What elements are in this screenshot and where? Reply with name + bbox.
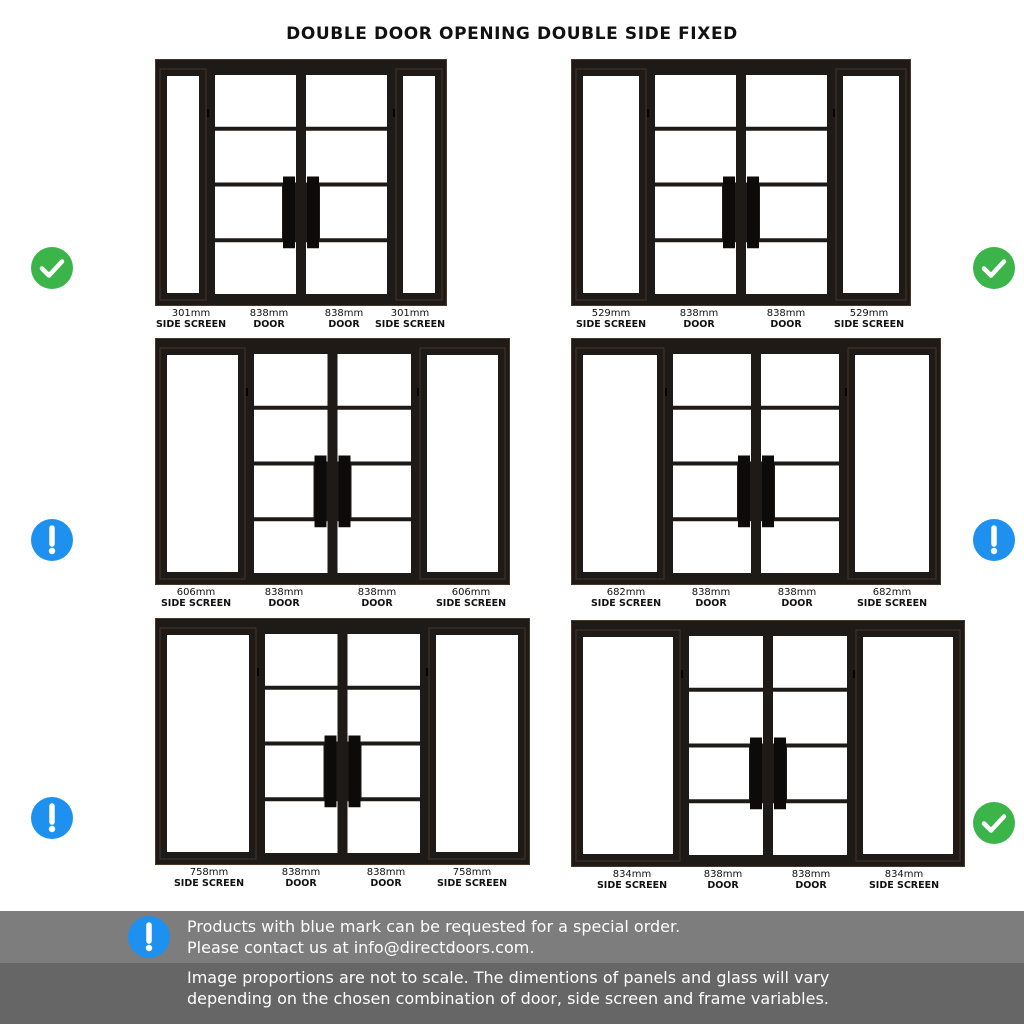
door-dimension xyxy=(752,587,842,609)
glass-pane xyxy=(761,410,839,462)
glass-pane xyxy=(306,242,387,294)
available-status-icon xyxy=(30,246,74,290)
glass-pane xyxy=(436,635,518,852)
dimension-value: 682mm xyxy=(606,587,646,598)
side-screen-dimension xyxy=(427,867,517,889)
dimension-value: 301mm xyxy=(390,308,430,319)
glass-pane xyxy=(773,692,847,744)
door-handle xyxy=(283,177,295,249)
glass-pane xyxy=(352,466,412,518)
glass-pane xyxy=(673,354,751,406)
glass-pane xyxy=(689,636,763,688)
glass-pane xyxy=(265,634,338,686)
disclaimer-line-1: Image proportions are not to scale. The dimentions of panels and glass will vary xyxy=(187,968,830,987)
glass-pane xyxy=(787,748,847,800)
dimension-label: SIDE SCREEN xyxy=(590,598,662,609)
glass-pane xyxy=(306,75,387,127)
hinge xyxy=(647,109,649,117)
door-handle xyxy=(738,456,750,528)
door-configuration xyxy=(571,620,965,895)
glass-pane xyxy=(673,410,751,462)
glass-pane xyxy=(773,803,847,855)
side-screen-dimension xyxy=(847,587,937,609)
disclaimer-line-2: depending on the chosen combination of door, side screen and frame variables. xyxy=(187,989,829,1008)
glass-pane xyxy=(583,637,673,854)
side-screen-dimension xyxy=(164,867,254,889)
dimension-label: SIDE SCREEN xyxy=(160,598,232,609)
door-dimension xyxy=(741,308,831,330)
glass-pane xyxy=(320,187,387,239)
dimension-label: SIDE SCREEN xyxy=(173,878,245,889)
glass-pane xyxy=(348,634,421,686)
dimension-value: 758mm xyxy=(452,867,492,878)
dimension-value: 834mm xyxy=(884,869,924,880)
door-dimension xyxy=(332,587,422,609)
glass-pane xyxy=(167,635,249,852)
door-configuration xyxy=(155,59,447,334)
dimension-value: 606mm xyxy=(176,587,216,598)
glass-pane xyxy=(761,354,839,406)
dimension-value: 838mm xyxy=(357,587,397,598)
dimension-label: DOOR xyxy=(268,598,300,609)
glass-pane xyxy=(655,75,736,127)
dimension-label: DOOR xyxy=(795,880,827,891)
glass-pane xyxy=(775,466,839,518)
dimension-label: SIDE SCREEN xyxy=(856,598,928,609)
glass-pane xyxy=(746,242,827,294)
glass-pane xyxy=(673,521,751,573)
hinge xyxy=(853,670,855,678)
glass-pane xyxy=(843,76,899,293)
exclamation-circle-icon xyxy=(127,915,171,959)
glass-pane xyxy=(215,131,296,183)
hinge xyxy=(207,109,209,117)
glass-pane xyxy=(215,75,296,127)
door-handle xyxy=(339,456,351,528)
check-circle-icon xyxy=(30,246,74,290)
dimension-label: SIDE SCREEN xyxy=(868,880,940,891)
door-configuration xyxy=(571,338,941,613)
dimension-label: DOOR xyxy=(361,598,393,609)
check-circle-icon xyxy=(972,801,1016,845)
check-circle-icon xyxy=(972,246,1016,290)
side-screen-dimension xyxy=(824,308,914,330)
glass-pane xyxy=(215,242,296,294)
door-dimension xyxy=(654,308,744,330)
glass-pane xyxy=(338,410,412,462)
dimension-value: 838mm xyxy=(791,869,831,880)
dimension-label: SIDE SCREEN xyxy=(596,880,668,891)
side-screen-dimension xyxy=(566,308,656,330)
glass-pane xyxy=(265,746,324,798)
dimension-label: SIDE SCREEN xyxy=(155,319,227,330)
dimension-label: DOOR xyxy=(770,319,802,330)
dimension-value: 301mm xyxy=(171,308,211,319)
side-screen-dimension xyxy=(587,869,677,891)
glass-pane xyxy=(773,636,847,688)
dimension-label: SIDE SCREEN xyxy=(435,598,507,609)
disclaimer xyxy=(0,963,1024,1024)
dimension-label: SIDE SCREEN xyxy=(833,319,905,330)
dimension-value: 758mm xyxy=(189,867,229,878)
dimension-label: DOOR xyxy=(707,880,739,891)
glass-pane xyxy=(265,690,338,742)
glass-pane xyxy=(362,746,421,798)
page-title: DOUBLE DOOR OPENING DOUBLE SIDE FIXED xyxy=(286,24,738,44)
door-handle xyxy=(774,738,786,810)
dimension-label: SIDE SCREEN xyxy=(374,319,446,330)
dimension-value: 529mm xyxy=(591,308,631,319)
side-screen-dimension xyxy=(859,869,949,891)
glass-pane xyxy=(746,75,827,127)
dimension-label: DOOR xyxy=(285,878,317,889)
door-handle xyxy=(747,177,759,249)
dimension-label: SIDE SCREEN xyxy=(436,878,508,889)
side-screen-dimension xyxy=(581,587,671,609)
side-screen-dimension xyxy=(151,587,241,609)
glass-pane xyxy=(761,521,839,573)
exclamation-circle-icon xyxy=(972,518,1016,562)
door-handle xyxy=(315,456,327,528)
hinge xyxy=(393,109,395,117)
glass-pane xyxy=(215,187,282,239)
hinge xyxy=(257,668,259,676)
dimension-value: 838mm xyxy=(777,587,817,598)
glass-pane xyxy=(254,521,328,573)
glass-pane xyxy=(583,355,657,572)
glass-pane xyxy=(348,690,421,742)
door-diagram xyxy=(155,618,530,865)
door-configuration xyxy=(155,618,530,893)
dimension-value: 529mm xyxy=(849,308,889,319)
hinge xyxy=(833,109,835,117)
door-diagram xyxy=(571,620,965,867)
dimension-value: 838mm xyxy=(281,867,321,878)
special-order-status-icon xyxy=(30,518,74,562)
hinge xyxy=(246,388,248,396)
glass-pane xyxy=(689,803,763,855)
dimension-label: DOOR xyxy=(695,598,727,609)
hinge xyxy=(417,388,419,396)
door-diagram xyxy=(571,59,911,306)
glass-pane xyxy=(655,131,736,183)
exclamation-circle-icon xyxy=(127,915,171,959)
glass-pane xyxy=(338,354,412,406)
notice-line-2: Please contact us at info@directdoors.com. xyxy=(187,938,535,957)
glass-pane xyxy=(689,748,749,800)
glass-pane xyxy=(427,355,498,572)
side-screen-dimension xyxy=(365,308,455,330)
glass-pane xyxy=(689,692,763,744)
door-dimension xyxy=(666,587,756,609)
dimension-label: DOOR xyxy=(253,319,285,330)
dimension-value: 838mm xyxy=(324,308,364,319)
glass-pane xyxy=(167,76,199,293)
dimension-value: 838mm xyxy=(679,308,719,319)
glass-pane xyxy=(746,131,827,183)
door-diagram xyxy=(155,338,510,585)
door-configuration xyxy=(571,59,911,334)
dimension-value: 606mm xyxy=(451,587,491,598)
exclamation-circle-icon xyxy=(30,796,74,840)
dimension-value: 838mm xyxy=(691,587,731,598)
dimension-value: 834mm xyxy=(612,869,652,880)
dimension-label: DOOR xyxy=(781,598,813,609)
door-dimension xyxy=(678,869,768,891)
glass-pane xyxy=(338,521,412,573)
door-dimension xyxy=(766,869,856,891)
door-dimension xyxy=(239,587,329,609)
dimension-value: 838mm xyxy=(264,587,304,598)
glass-pane xyxy=(306,131,387,183)
available-status-icon xyxy=(972,801,1016,845)
glass-pane xyxy=(265,801,338,853)
glass-pane xyxy=(167,355,238,572)
glass-pane xyxy=(403,76,435,293)
dimension-value: 682mm xyxy=(872,587,912,598)
hinge xyxy=(665,388,667,396)
door-handle xyxy=(750,738,762,810)
door-dimension xyxy=(341,867,431,889)
door-handle xyxy=(349,736,361,808)
dimension-label: DOOR xyxy=(328,319,360,330)
dimension-value: 838mm xyxy=(703,869,743,880)
glass-pane xyxy=(655,242,736,294)
hinge xyxy=(681,670,683,678)
glass-pane xyxy=(673,466,737,518)
side-screen-dimension xyxy=(426,587,516,609)
special-order-notice xyxy=(0,911,1024,963)
glass-pane xyxy=(348,801,421,853)
glass-pane xyxy=(655,187,722,239)
available-status-icon xyxy=(972,246,1016,290)
glass-pane xyxy=(760,187,827,239)
door-diagram xyxy=(155,59,447,306)
dimension-value: 838mm xyxy=(766,308,806,319)
glass-pane xyxy=(583,76,639,293)
dimension-label: DOOR xyxy=(683,319,715,330)
glass-pane xyxy=(863,637,953,854)
door-configuration xyxy=(155,338,510,613)
hinge xyxy=(426,668,428,676)
dimension-value: 838mm xyxy=(249,308,289,319)
side-screen-dimension xyxy=(146,308,236,330)
exclamation-circle-icon xyxy=(30,518,74,562)
notice-line-1: Products with blue mark can be requested for a special order. xyxy=(187,917,681,936)
door-handle xyxy=(325,736,337,808)
dimension-label: SIDE SCREEN xyxy=(575,319,647,330)
special-order-status-icon xyxy=(972,518,1016,562)
door-handle xyxy=(723,177,735,249)
door-handle xyxy=(762,456,774,528)
glass-pane xyxy=(254,354,328,406)
dimension-value: 838mm xyxy=(366,867,406,878)
special-order-status-icon xyxy=(30,796,74,840)
door-handle xyxy=(307,177,319,249)
glass-pane xyxy=(855,355,929,572)
door-dimension xyxy=(256,867,346,889)
glass-pane xyxy=(254,466,314,518)
dimension-label: DOOR xyxy=(370,878,402,889)
glass-pane xyxy=(254,410,328,462)
door-diagram xyxy=(571,338,941,585)
hinge xyxy=(845,388,847,396)
